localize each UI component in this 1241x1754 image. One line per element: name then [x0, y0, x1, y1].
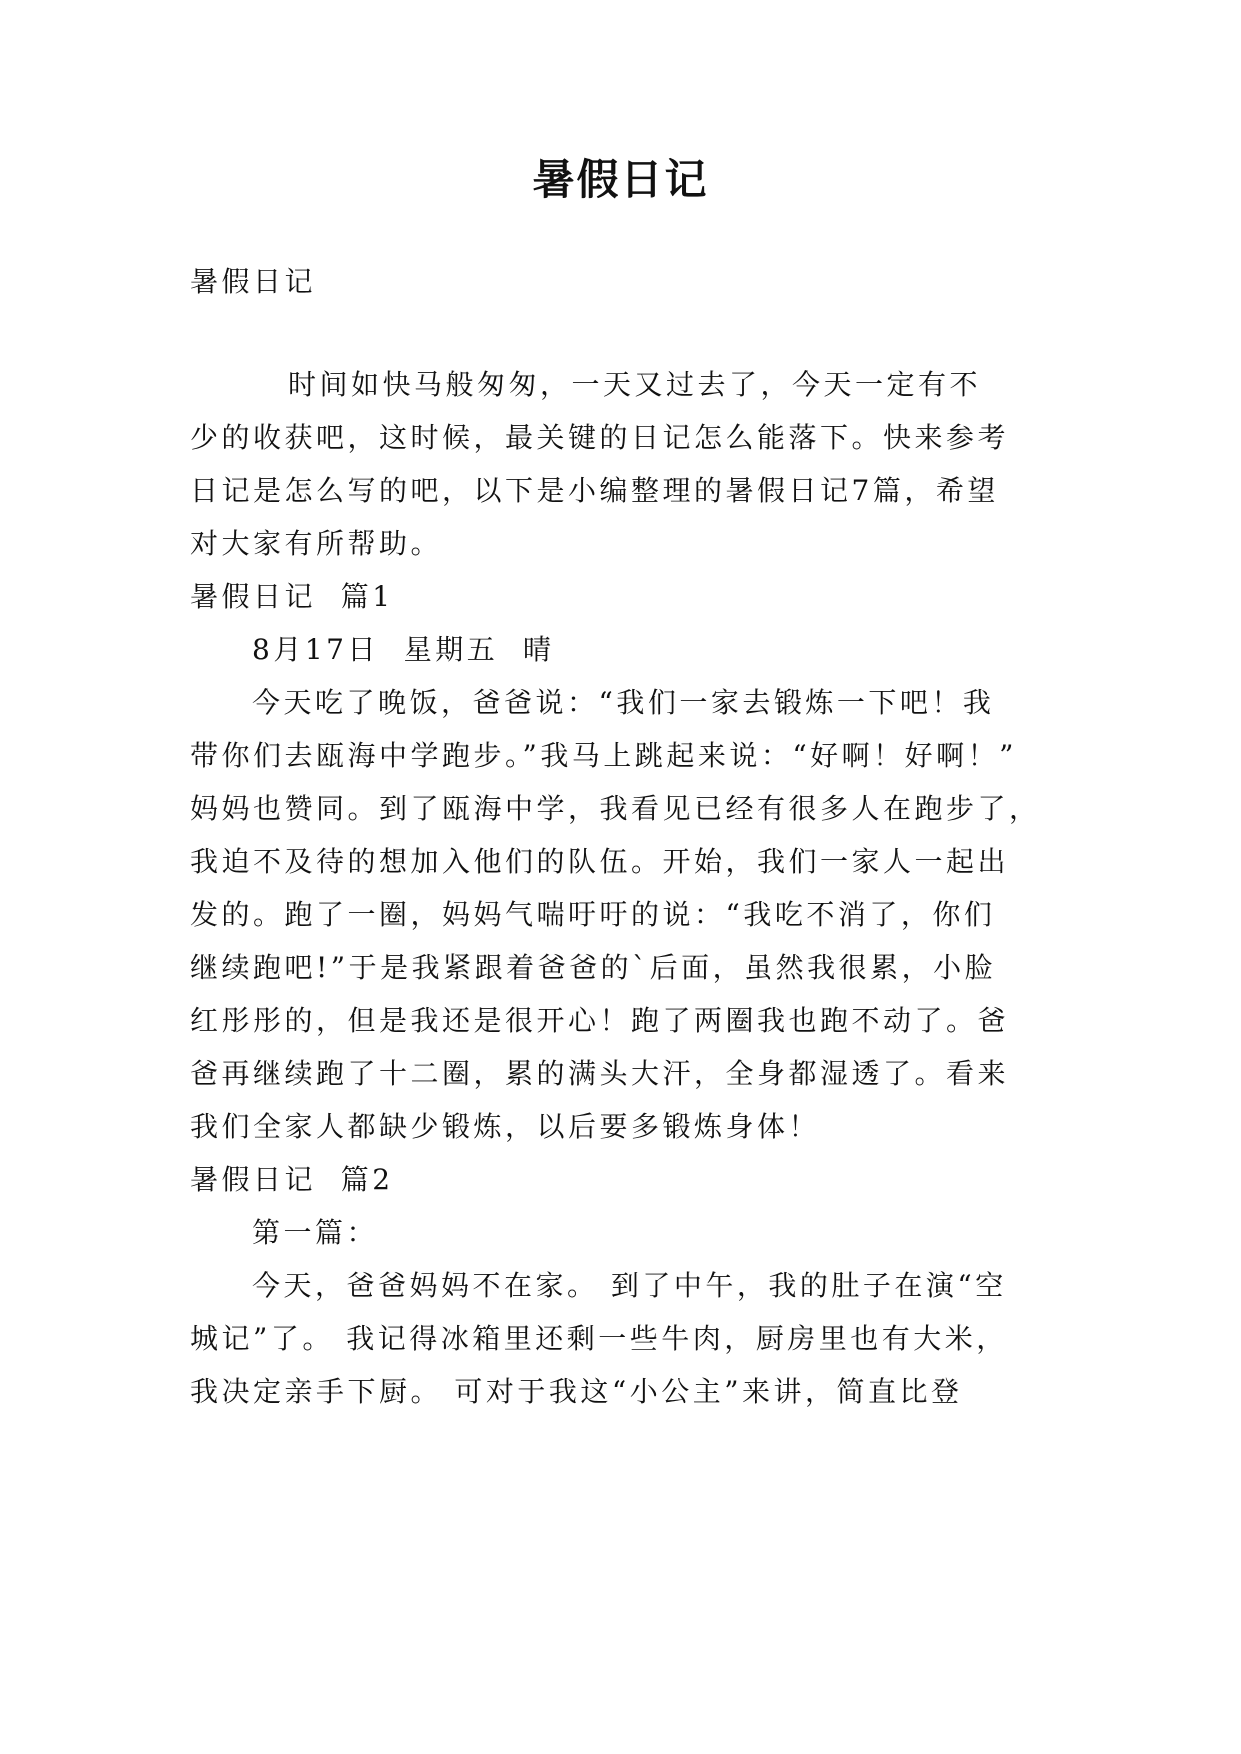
body-line: 我迫不及待的想加入他们的队伍。开始，我们一家人一起出	[190, 845, 1010, 878]
body-line: 今天，爸爸妈妈不在家。 到了中午，我的肚子在演“空	[252, 1269, 1007, 1302]
document-title: 暑假日记	[532, 155, 709, 204]
section-heading-2: 暑假日记 篇2	[190, 1163, 394, 1196]
body-line: 继续跑吧!”于是我紧跟着爸爸的`后面，虽然我很累，小脸	[190, 951, 997, 984]
body-line: 妈妈也赞同。到了瓯海中学，我看见已经有很多人在跑步了，	[190, 792, 1041, 825]
body-line: 我决定亲手下厨。 可对于我这“小公主”来讲，简直比登	[190, 1375, 963, 1408]
intro-line: 时间如快马般匆匆，一天又过去了，今天一定有不	[288, 368, 982, 401]
body-line: 城记”了。 我记得冰箱里还剩一些牛肉，厨房里也有大米，	[190, 1322, 1008, 1355]
intro-line: 对大家有所帮助。	[190, 527, 443, 560]
date-line: 8月17日 星期五 晴	[252, 633, 555, 666]
body-line: 发的。跑了一圈，妈妈气喘吁吁的说：“我吃不消了，你们	[190, 898, 996, 931]
intro-line: 少的收获吧，这时候，最关键的日记怎么能落下。快来参考	[190, 421, 1010, 454]
body-line: 带你们去瓯海中学跑步。”我马上跳起来说：“好啊！好啊！”	[190, 739, 1017, 772]
body-line: 今天吃了晚饭，爸爸说：“我们一家去锻炼一下吧！我	[252, 686, 995, 719]
document-subtitle: 暑假日记	[190, 265, 317, 298]
body-line: 我们全家人都缺少锻炼，以后要多锻炼身体！	[190, 1110, 821, 1143]
body-line: 爸再继续跑了十二圈，累的满头大汗，全身都湿透了。看来	[190, 1057, 1010, 1090]
intro-line: 日记是怎么写的吧，以下是小编整理的暑假日记7篇，希望	[190, 474, 999, 507]
body-line: 红彤彤的，但是我还是很开心！跑了两圈我也跑不动了。爸	[190, 1004, 1010, 1037]
section-heading-1: 暑假日记 篇1	[190, 580, 394, 613]
sub-heading: 第一篇：	[252, 1216, 379, 1249]
